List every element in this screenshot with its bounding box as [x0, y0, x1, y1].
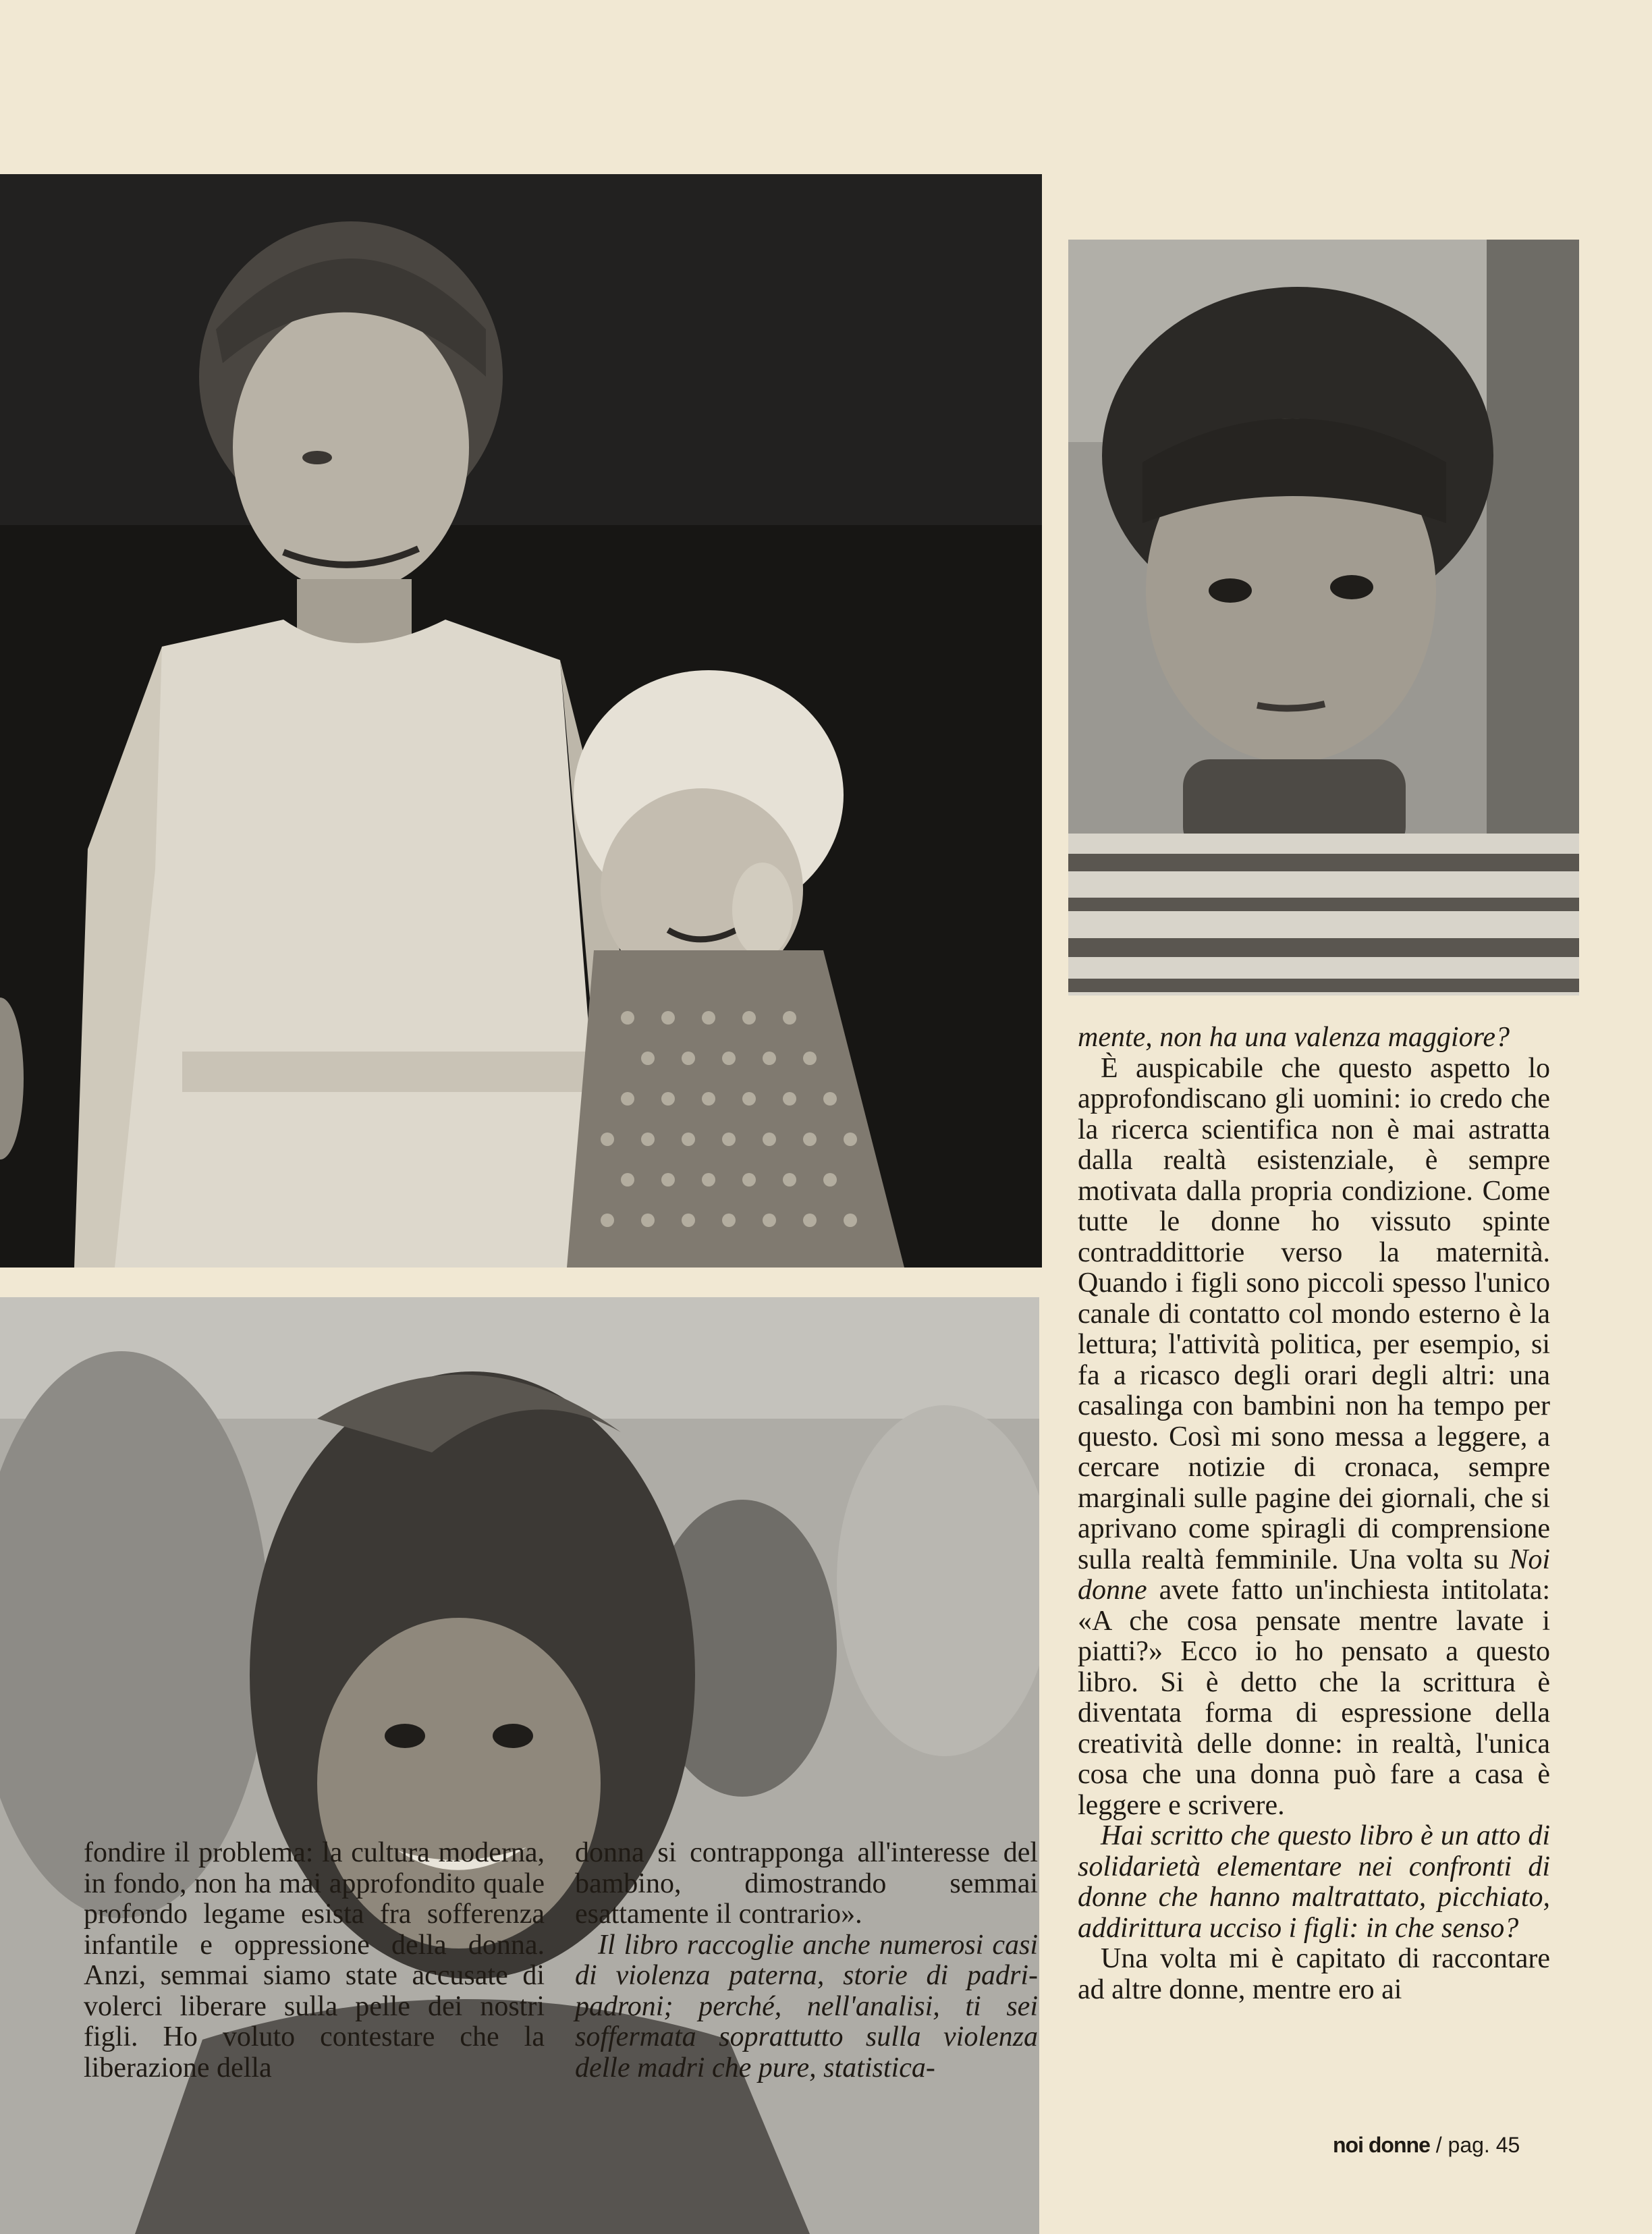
- text-column-middle: [575, 1838, 1038, 2083]
- interview-question-1-continued: mente, non ha una valenza maggiore?: [1078, 1022, 1510, 1053]
- interview-question-2: Hai scritto che questo libro è un atto di solidarietà elementare nei confronti di donne che hanno maltrattato, picchiato, addirittura ucciso i figli: in che senso?: [1078, 1820, 1550, 1944]
- photo-boy-portrait: [1068, 240, 1579, 996]
- answer-1-part-a: È auspicabile che questo aspetto lo approfondiscano gli uomini: io credo che la ricerca scientifica non è mai astratta dalla realtà esistenziale, è sempre motivata dalla propria condizione. Come tutte le donne ho vissuto spinte contraddittorie verso la maternità. Quando i figli sono piccoli spesso l'unico canale di contatto col mondo esterno è la lettura; l'attività politica, per esempio, si fa a ricasco degli orari degli altri: una casalinga con bambini non ha tempo per questo. Così mi sono messa a leggere, a cercare notizie di cronaca, sempre marginali sulle pagine dei giornali, che si aprivano come spiragli di comprensione sulla realtà femminile. Una volta su: [1078, 1052, 1550, 1575]
- interview-question-1: Il libro raccoglie anche numerosi casi di violenza paterna, storie di padri-padroni; perché, nell'analisi, ti sei soffermata soprattutto sulla violenza delle madri che pure, statistica-: [575, 1929, 1038, 2083]
- answer-1-part-b: avete fatto un'inchiesta intitolata: «A che cosa pensate mentre lavate i piatti?» Ecco io ho pensato a questo libro. Si è detto che la scrittura è diventata forma di espressione della creatività delle donne: in realtà, l'unica cosa che una donna può fare a casa è leggere e scrivere.: [1078, 1575, 1551, 1821]
- text-column-right: [1078, 1023, 1550, 2005]
- footer-page-number: pag. 45: [1448, 2133, 1520, 2157]
- footer-separator: /: [1435, 2133, 1442, 2157]
- interview-answer-1: [1078, 1054, 1550, 1822]
- column-left-paragraph: fondire il problema: la cultura moderna, in fondo, non ha mai approfondito quale profondo legame esista fra sofferenza infantile e oppressione della donna. Anzi, semmai siamo state accusate di volerci liberare sulla pelle dei nostri figli. Ho voluto contestare che la liberazione della: [84, 1837, 545, 2083]
- page-footer: [1333, 2133, 1520, 2158]
- photo-smiling-girl: [0, 1297, 1039, 2234]
- column-middle-answer: donna si contrapponga all'interesse del bambino, dimostrando semmai esattamente il contrario».: [575, 1837, 1038, 1930]
- photo-two-girls: [0, 174, 1042, 1268]
- magazine-name-inline: Noi donne: [1078, 1544, 1551, 1606]
- footer-magazine-name: noi donne: [1333, 2133, 1430, 2157]
- interview-answer-2: Una volta mi è capitato di raccontare ad altre donne, mentre ero ai: [1078, 1943, 1550, 2005]
- text-column-left: [84, 1838, 545, 2083]
